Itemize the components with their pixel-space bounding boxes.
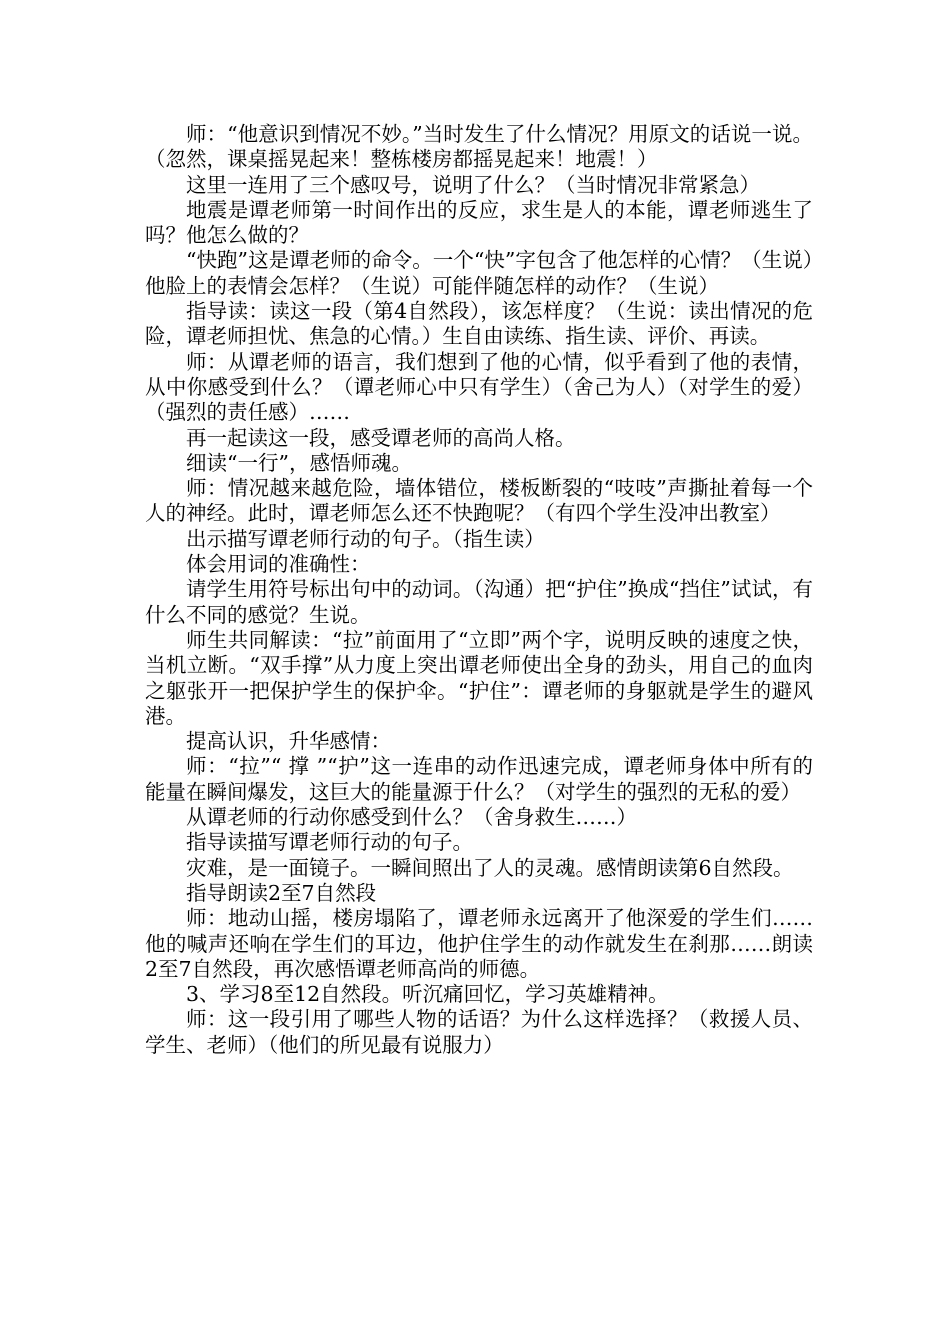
paragraph: 请学生用符号标出句中的动词。（沟通）把“护住”换成“挡住”试试，有什么不同的感觉？生说。 [145,577,813,627]
paragraph: “快跑”这是谭老师的命令。一个“快”字包含了他怎样的心情？（生说）他脸上的表情会怎样？（生说）可能伴随怎样的动作？（生说） [145,248,813,298]
document-page [145,122,813,1058]
paragraph: 师：地动山摇，楼房塌陷了，谭老师永远离开了他深爱的学生们……他的喊声还响在学生们的耳边，他护住学生的动作就发生在刹那……朗读2至7自然段，再次感悟谭老师高尚的师德。 [145,906,813,981]
paragraph: 师：情况越来越危险，墙体错位，楼板断裂的“吱吱”声撕扯着每一个人的神经。此时，谭老师怎么还不快跑呢？（有四个学生没冲出教室） [145,476,813,526]
paragraph: 师：从谭老师的语言，我们想到了他的心情，似乎看到了他的表情，从中你感受到什么？（谭老师心中只有学生）（舍己为人）（对学生的爱）（强烈的责任感）…… [145,349,813,425]
paragraph: 3、学习8至12自然段。听沉痛回忆，学习英雄精神。 [186,982,669,1007]
paragraph: 师：“拉”“ 撑 ”“护”这一连串的动作迅速完成，谭老师身体中所有的能量在瞬间爆发，这巨大的能量源于什么？（对学生的强烈的无私的爱） [145,754,813,804]
paragraph: 细读“一行”，感悟师魂。 [186,450,412,475]
paragraph: 师：“他意识到情况不妙。”当时发生了什么情况？用原文的话说一说。（忽然，课桌摇晃起来！整栋楼房都摇晃起来！地震！） [145,122,813,172]
paragraph: 体会用词的准确性： [186,552,371,577]
paragraph: 师：这一段引用了哪些人物的话语？为什么这样选择？（救援人员、学生、老师）（他们的所见最有说服力） [145,1007,813,1057]
paragraph: 指导读描写谭老师行动的句子。 [186,830,473,855]
paragraph: 提高认识，升华感情： [186,729,391,754]
paragraph: 地震是谭老师第一时间作出的反应，求生是人的本能，谭老师逃生了吗？他怎么做的？ [145,197,813,248]
paragraph: 指导读：读这一段（第4自然段），该怎样度？（生说：读出情况的危险，谭老师担忧、焦急的心情。）生自由读练、指生读、评价、再读。 [145,299,813,349]
paragraph: 出示描写谭老师行动的句子。（指生读） [186,526,545,551]
paragraph: 灾难，是一面镜子。一瞬间照出了人的灵魂。感情朗读第6自然段。 [186,855,794,880]
paragraph: 再一起读这一段，感受谭老师的高尚人格。 [186,425,576,450]
paragraph: 师生共同解读：“拉”前面用了“立即”两个字，说明反映的速度之快，当机立断。“双手撑”从力度上突出谭老师使出全身的劲头，用自己的血肉之躯张开一把保护学生的保护伞。“护住”：谭老师的身躯就是学生的避风港。 [145,627,813,728]
paragraph: 从谭老师的行动你感受到什么？（舍身救生……） [186,805,637,830]
paragraph: 指导朗读2至7自然段 [186,880,377,905]
paragraph: 这里一连用了三个感叹号，说明了什么？（当时情况非常紧急） [186,172,760,197]
